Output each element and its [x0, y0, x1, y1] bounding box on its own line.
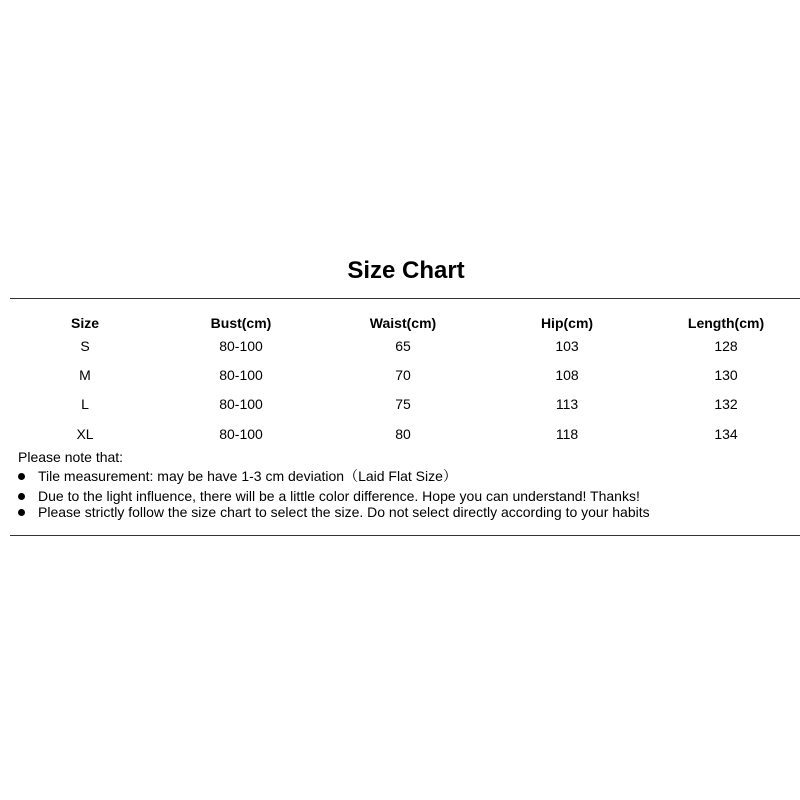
table-cell-waist: 65 [395, 338, 411, 354]
table-cell-waist: 70 [395, 367, 411, 383]
table-cell-hip: 103 [555, 338, 579, 354]
column-header-bust: Bust(cm) [210, 315, 272, 331]
bullet-icon [18, 473, 25, 480]
column-header-hip: Hip(cm) [540, 315, 594, 331]
note-text: Due to the light influence, there will be a little color difference. Hope you can understand! Thanks! [38, 488, 640, 504]
table-cell-bust: 80-100 [219, 367, 263, 383]
table-cell-waist: 75 [395, 396, 411, 412]
table-cell-hip: 118 [555, 426, 579, 442]
table-cell-length: 130 [714, 367, 738, 383]
column-header-size: Size [70, 315, 99, 331]
table-cell-waist: 80 [395, 426, 411, 442]
note-item [18, 503, 650, 521]
table-cell-length: 128 [714, 338, 738, 354]
table-cell-size: L [81, 396, 89, 412]
table-cell-size: M [79, 367, 91, 383]
bottom-divider [10, 535, 800, 536]
table-cell-size: S [80, 338, 90, 354]
table-cell-length: 134 [714, 426, 738, 442]
size-chart-title: Size Chart [347, 257, 465, 284]
note-item [18, 467, 457, 485]
bullet-icon [18, 509, 25, 516]
note-text: Tile measurement: may be have 1-3 cm deviation（Laid Flat Size） [38, 468, 457, 484]
top-divider [10, 298, 800, 299]
notes-intro: Please note that: [18, 449, 124, 465]
column-header-length: Length(cm) [687, 315, 765, 331]
table-cell-hip: 108 [555, 367, 579, 383]
table-cell-bust: 80-100 [219, 338, 263, 354]
bullet-icon [18, 493, 25, 500]
table-cell-hip: 113 [555, 396, 579, 412]
table-cell-bust: 80-100 [219, 396, 263, 412]
table-cell-length: 132 [714, 396, 738, 412]
table-cell-size: XL [76, 426, 94, 442]
table-cell-bust: 80-100 [219, 426, 263, 442]
column-header-waist: Waist(cm) [369, 315, 437, 331]
note-text: Please strictly follow the size chart to select the size. Do not select directly according to your habits [38, 504, 650, 520]
